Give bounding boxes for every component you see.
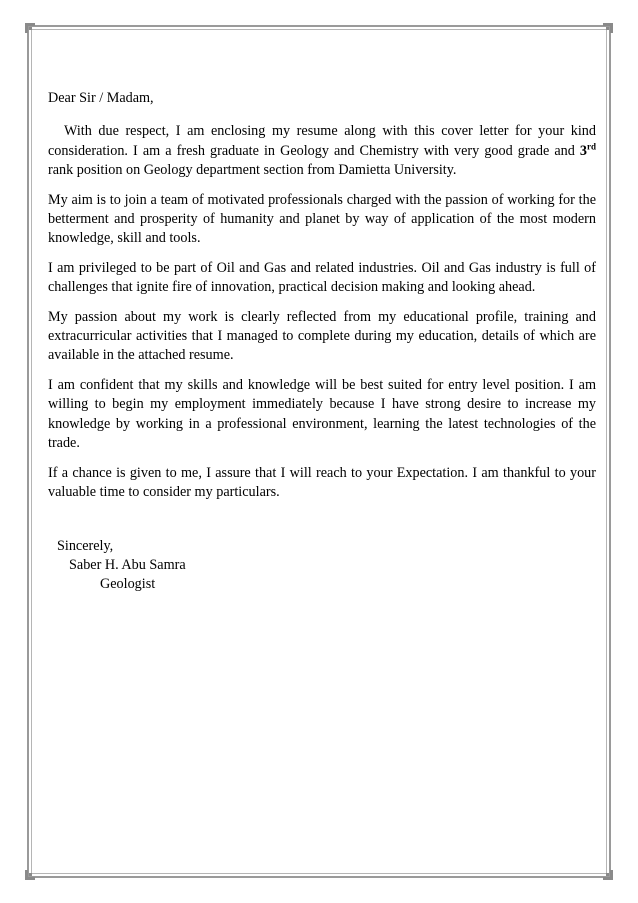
paragraph-confidence: I am confident that my skills and knowledge will be best suited for entry level position. I am willing to begin my employment immediately because I have strong desire to increase my knowledge by working in a professional environment, learning the latest technologies of the trade. <box>48 376 596 452</box>
rank-number: 3rd <box>579 141 596 159</box>
signature-name: Saber H. Abu Samra <box>69 557 186 573</box>
rank-text: rank position on Geology department section from Damietta University. <box>48 162 457 179</box>
corner-ornament-icon <box>25 870 35 880</box>
corner-ornament-icon <box>603 870 613 880</box>
paragraph-introduction <box>48 122 596 180</box>
paragraph-aim: My aim is to join a team of motivated professionals charged with the passion of working for the betterment and prosperity of humanity and planet by way of application of the most modern knowledge, skill and tools. <box>48 191 596 247</box>
rank-suffix: rd <box>587 141 596 152</box>
paragraph-passion: My passion about my work is clearly reflected from my educational profile, training and extracurricular activities that I managed to complete during my education, details of which are available in the attached resume. <box>48 308 596 364</box>
corner-ornament-icon <box>603 23 613 33</box>
signature-closing: Sincerely, <box>57 538 114 554</box>
cover-letter-body <box>48 89 596 512</box>
paragraph-closing: If a chance is given to me, I assure that I will reach to your Expectation. I am thankful to your valuable time to consider my particulars. <box>48 464 596 500</box>
corner-ornament-icon <box>25 23 35 33</box>
paragraph-industry: I am privileged to be part of Oil and Gas and related industries. Oil and Gas industry is full of challenges that ignite fire of innovation, practical decision making and looking ahead. <box>48 259 596 296</box>
signature-title: Geologist <box>100 576 156 592</box>
salutation: Dear Sir / Madam, <box>48 90 154 106</box>
intro-text: With due respect, I am enclosing my resume along with this cover letter for your kind consideration. I am a fresh graduate in Geology and Chemistry with very good grade and <box>48 123 596 159</box>
